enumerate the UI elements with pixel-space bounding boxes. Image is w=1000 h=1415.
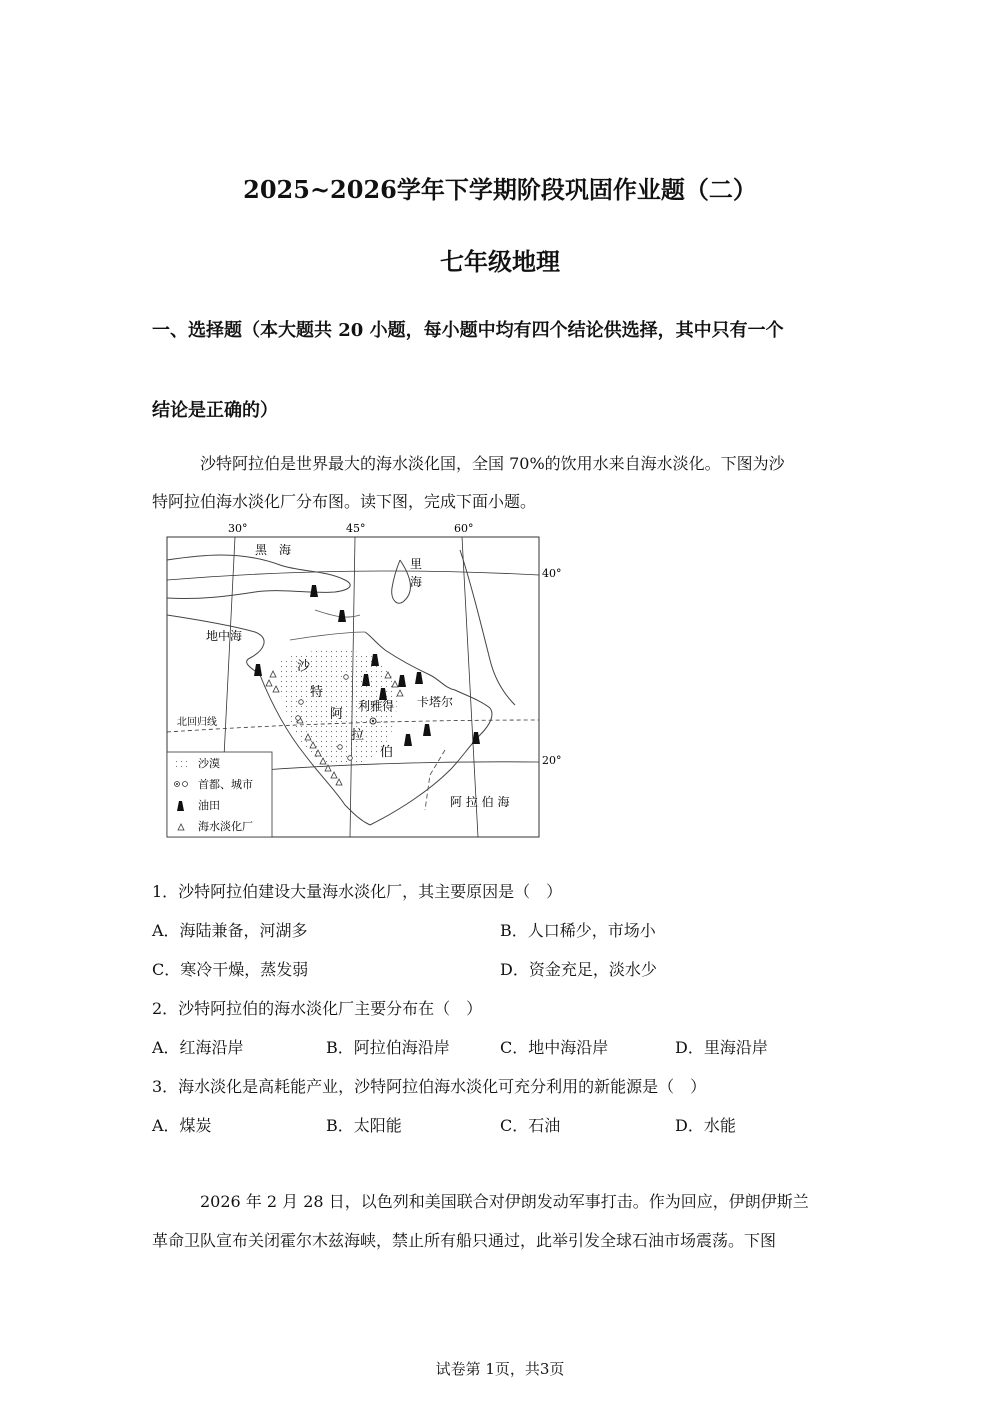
- question-2-option-a: A．红海沿岸: [152, 1038, 244, 1057]
- label-la: 拉: [351, 728, 365, 743]
- label-bo: 伯: [380, 745, 394, 760]
- page-title: 2025~2026学年下学期阶段巩固作业题（二）: [243, 175, 757, 204]
- question-3-stem: 3．海水淡化是高耗能产业，沙特阿拉伯海水淡化可充分利用的新能源是（ ）: [152, 1077, 707, 1096]
- question-2-option-b: B．阿拉伯海沿岸: [326, 1038, 450, 1057]
- label-black-sea: 黑 海: [255, 543, 292, 557]
- section-heading-line2: 结论是正确的）: [152, 400, 278, 421]
- section-heading-line1: 一、选择题（本大题共 20 小题，每小题中均有四个结论供选择，其中只有一个: [152, 320, 784, 341]
- label-caspian-2: 海: [410, 575, 423, 589]
- label-mediterranean: 地中海: [206, 629, 243, 643]
- question-3-option-a: A．煤炭: [152, 1116, 212, 1135]
- passage2-line2: 革命卫队宣布关闭霍尔木兹海峡，禁止所有船只通过，此举引发全球石油市场震荡。下图: [152, 1231, 777, 1250]
- label-tropic: 北回归线: [177, 717, 217, 728]
- passage1-line1: 沙特阿拉伯是世界最大的海水淡化国，全国 70%的饮用水来自海水淡化。下图为沙: [200, 454, 785, 473]
- label-te: 特: [310, 685, 324, 700]
- question-3-option-b: B．太阳能: [326, 1116, 402, 1135]
- question-3-option-d: D．水能: [675, 1116, 736, 1135]
- label-sha: 沙: [297, 659, 311, 674]
- question-1-option-d: D．资金充足，淡水少: [500, 960, 657, 979]
- legend-capital-city: 首都、城市: [198, 778, 253, 791]
- label-arabian-sea: 阿 拉 伯 海: [450, 795, 510, 809]
- legend-desert: 沙漠: [198, 757, 220, 770]
- label-riyadh: 利雅得: [358, 699, 395, 713]
- label-a: 阿: [330, 707, 344, 722]
- legend-desalination: 海水淡化厂: [198, 820, 253, 833]
- legend-oilfield: 油田: [198, 799, 220, 812]
- question-2-stem: 2．沙特阿拉伯的海水淡化厂主要分布在（ ）: [152, 999, 483, 1018]
- lat-label-40: 40°: [542, 567, 562, 580]
- page-footer: 试卷第 1页，共3页: [435, 1360, 565, 1378]
- lat-label-20: 20°: [542, 754, 562, 767]
- question-1-option-b: B．人口稀少，市场小: [500, 921, 656, 940]
- lon-label-45: 45°: [346, 522, 366, 535]
- label-qatar: 卡塔尔: [417, 695, 454, 709]
- question-2-option-d: D．里海沿岸: [675, 1038, 768, 1057]
- passage2-line1: 2026 年 2 月 28 日，以色列和美国联合对伊朗发动军事打击。作为回应，伊朗伊斯兰: [200, 1192, 809, 1211]
- label-caspian-1: 里: [410, 557, 423, 571]
- passage1-line2: 特阿拉伯海水淡化厂分布图。读下图，完成下面小题。: [152, 492, 537, 511]
- saudi-desalination-map: [160, 520, 562, 840]
- lon-label-60: 60°: [454, 522, 474, 535]
- question-1-option-c: C．寒冷干燥，蒸发弱: [152, 960, 309, 979]
- question-3-option-c: C．石油: [500, 1116, 561, 1135]
- page-subtitle: 七年级地理: [440, 247, 560, 276]
- question-1-stem: 1．沙特阿拉伯建设大量海水淡化厂，其主要原因是（ ）: [152, 882, 563, 901]
- question-1-option-a: A．海陆兼备，河湖多: [152, 921, 308, 940]
- question-2-option-c: C．地中海沿岸: [500, 1038, 609, 1057]
- lon-label-30: 30°: [228, 522, 248, 535]
